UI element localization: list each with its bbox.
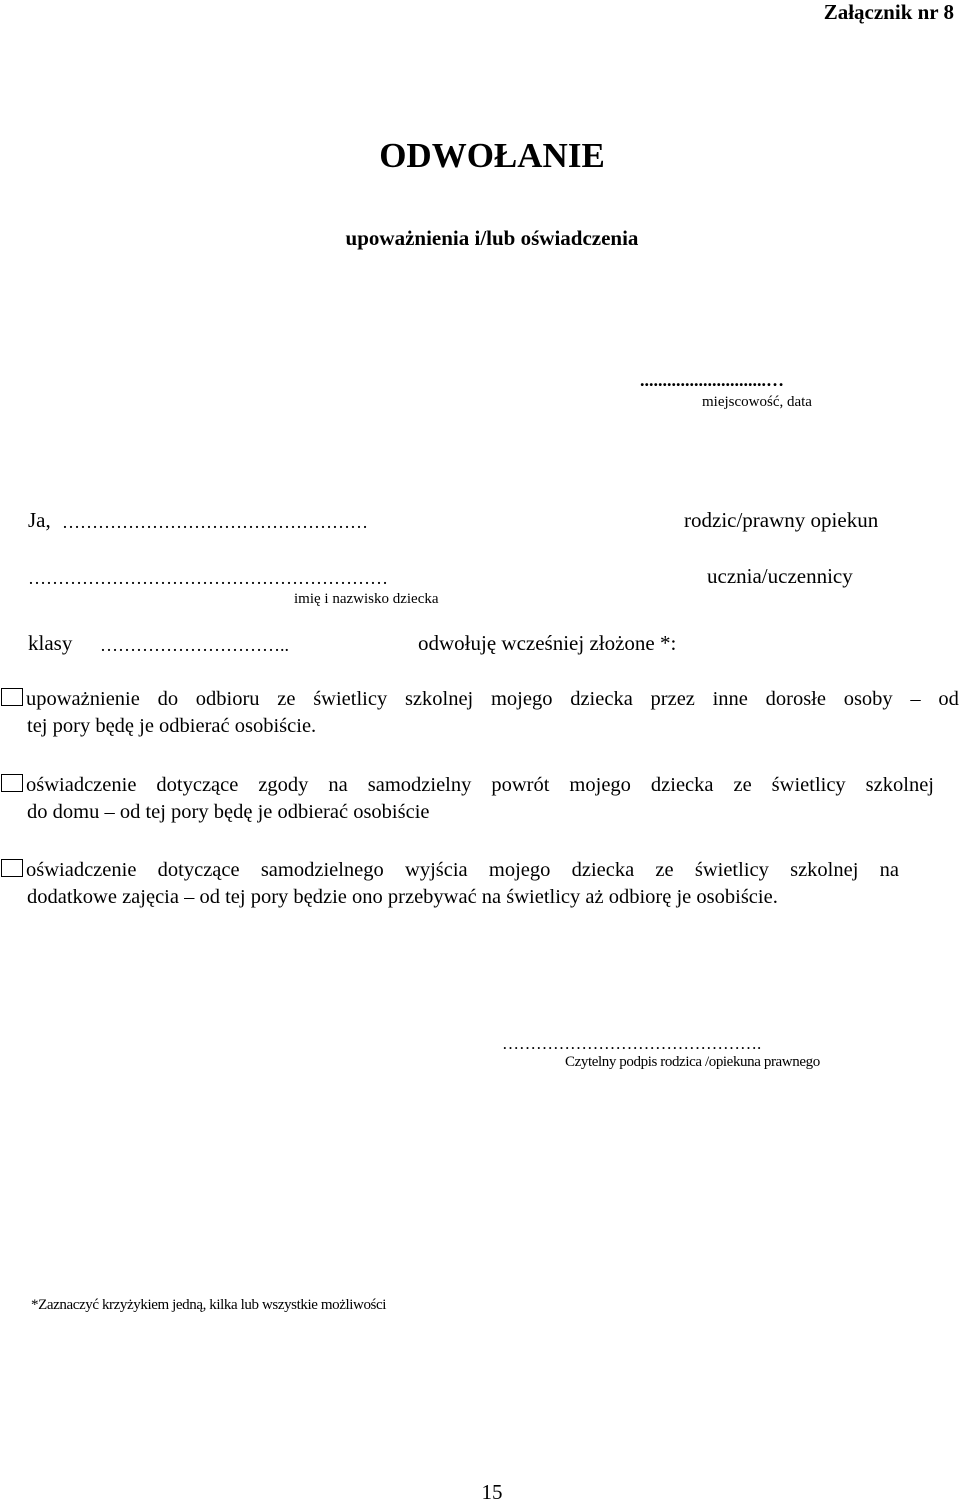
attachment-label: Załącznik nr 8 <box>823 0 954 24</box>
opt1-word: świetlicy <box>313 688 388 710</box>
footnote: *Zaznaczyć krzyżykiem jedną, kilka lub wszystkie możliwości <box>31 1297 387 1313</box>
child-name-caption: imię i nazwisko dziecka <box>294 591 439 607</box>
child-name-field[interactable]: …………………………………………………… <box>28 568 388 588</box>
opt1-word: przez <box>650 688 695 710</box>
opt1-word: dorosłe <box>765 688 826 710</box>
ja-label: Ja, <box>28 508 51 532</box>
opt1-word: dziecka <box>570 688 633 710</box>
opt1-word: odbioru <box>195 688 260 710</box>
option-extra-classes-line1 <box>1 857 959 884</box>
place-date-caption: miejscowość, data <box>702 394 812 410</box>
option-authorization-line1 <box>1 686 959 713</box>
option-return-home-line1 <box>1 772 959 799</box>
opt1-word: szkolnej <box>404 688 474 710</box>
child-role-label: ucznia/uczennicy <box>707 564 853 588</box>
opt1-word: od <box>938 688 959 710</box>
opt1-word: – <box>910 688 921 710</box>
signature-caption: Czytelny podpis rodzica /opiekuna prawnego <box>565 1054 820 1070</box>
option-return-home-text: oświadczenie dotyczące zgody na samodzielny powrót mojego dziecka ze świetlicy szkolnej <box>26 774 934 796</box>
option-authorization-lead <box>1 686 140 713</box>
opt1-word: upoważnienie <box>26 688 140 710</box>
opt1-word: inne <box>712 688 748 710</box>
document-subtitle: upoważnienia i/lub oświadczenia <box>345 226 639 250</box>
return-home-checkbox[interactable] <box>1 774 23 792</box>
page-number: 15 <box>481 1480 503 1504</box>
opt1-word: osoby <box>843 688 893 710</box>
authorization-checkbox[interactable] <box>1 688 23 706</box>
signature-field[interactable]: ………………………………………. <box>502 1034 762 1053</box>
option-authorization-line2: tej pory będę je odbierać osobiście. <box>27 715 317 737</box>
place-date-field[interactable]: ............................… <box>640 370 784 390</box>
opt1-word: ze <box>277 688 296 710</box>
option-return-home-line2: do domu – od tej pory będę je odbierać osobiście <box>27 801 430 823</box>
parent-name-field[interactable]: …………………………………………… <box>62 512 368 532</box>
option-extra-classes-line2: dodatkowe zajęcia – od tej pory będzie ono przebywać na świetlicy aż odbiorę je osobiście. <box>27 886 778 908</box>
option-extra-classes <box>1 857 959 911</box>
option-extra-classes-text: oświadczenie dotyczące samodzielnego wyjścia mojego dziecka ze świetlicy szkolnej na <box>26 859 899 881</box>
option-authorization <box>1 686 959 740</box>
extra-classes-checkbox[interactable] <box>1 859 23 877</box>
revoke-text: odwołuję wcześniej złożone *: <box>418 631 677 655</box>
parent-role-label: rodzic/prawny opiekun <box>684 508 879 532</box>
option-return-home <box>1 772 959 826</box>
opt1-word: do <box>157 688 179 710</box>
opt1-word: mojego <box>490 688 553 710</box>
document-title: ODWOŁANIE <box>379 136 605 175</box>
class-field[interactable]: ………………………….. <box>100 635 289 655</box>
class-label: klasy <box>28 631 73 655</box>
